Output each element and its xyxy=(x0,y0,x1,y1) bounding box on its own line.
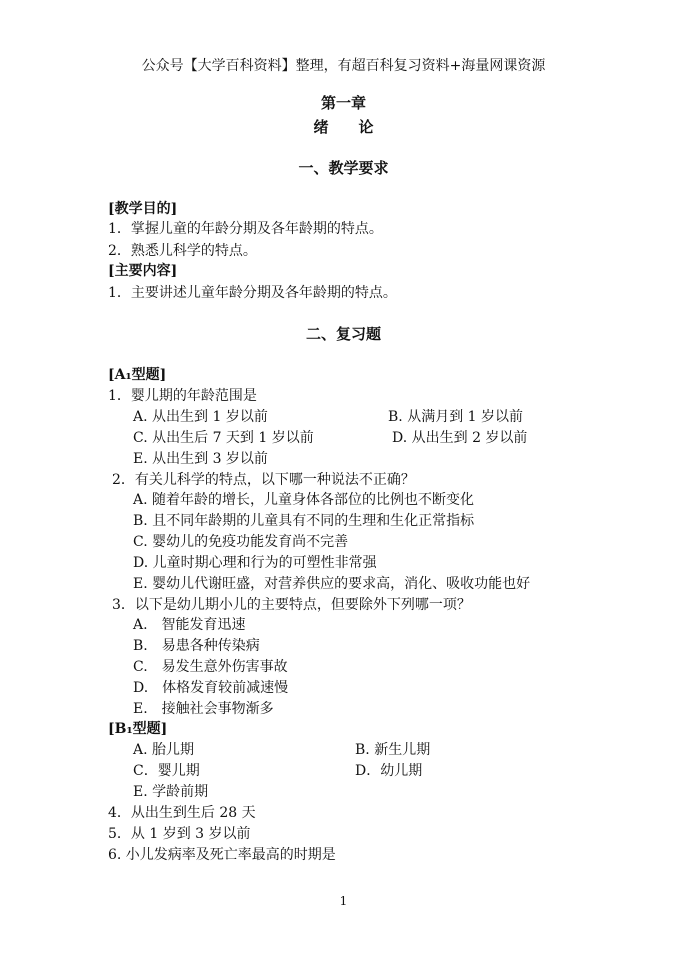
goal-label: [教学目的] xyxy=(108,201,178,217)
a1-label: [A₁型题] xyxy=(108,367,167,383)
question-stem: 1．婴儿期的年龄范围是 xyxy=(108,388,257,404)
option: A. 从出生到 1 岁以前 xyxy=(133,409,268,425)
option: E. 接触社会事物渐多 xyxy=(133,701,274,717)
option: C. 婴幼儿的免疫功能发育尚不完善 xyxy=(133,534,349,550)
option: B. 从满月到 1 岁以前 xyxy=(388,409,523,425)
option: D．幼儿期 xyxy=(355,763,423,779)
option: B. 且不同年龄期的儿童具有不同的生理和生化正常指标 xyxy=(133,513,475,529)
option: E. 婴幼儿代谢旺盛，对营养供应的要求高，消化、吸收功能也好 xyxy=(133,576,531,592)
option: E. 从出生到 3 岁以前 xyxy=(133,451,268,467)
goal-item: 1．掌握儿童的年龄分期及各年龄期的特点。 xyxy=(108,221,383,237)
question-stem: 3．以下是幼儿期小儿的主要特点，但要除外下列哪一项？ xyxy=(112,597,471,613)
question-stem: 2．有关儿科学的特点，以下哪一种说法不正确？ xyxy=(112,472,415,488)
page-number: 1 xyxy=(339,894,348,908)
question-stem: 4．从出生到生后 28 天 xyxy=(108,805,256,821)
option: A. 胎儿期 xyxy=(133,742,195,758)
page-header: 公众号【大学百科资料】整理，有超百科复习资料+海量网课资源 xyxy=(141,58,546,74)
option: C．婴儿期 xyxy=(133,763,200,779)
option: A. 智能发育迅速 xyxy=(133,617,246,633)
b1-label: [B₁型题] xyxy=(108,721,168,737)
goal-item: 2．熟悉儿科学的特点。 xyxy=(108,243,257,259)
option: E. 学龄前期 xyxy=(133,784,209,800)
option: C. 易发生意外伤害事故 xyxy=(133,659,288,675)
question-stem: 6. 小儿发病率及死亡率最高的时期是 xyxy=(108,847,336,863)
option: D. 从出生到 2 岁以前 xyxy=(392,430,528,446)
section-heading: 一、教学要求 xyxy=(298,159,389,177)
chapter-number: 第一章 xyxy=(320,94,366,112)
option: D. 体格发育较前减速慢 xyxy=(133,680,289,696)
option: B. 易患各种传染病 xyxy=(133,638,260,654)
option: B. 新生儿期 xyxy=(355,742,431,758)
content-item: 1．主要讲述儿童年龄分期及各年龄期的特点。 xyxy=(108,285,397,301)
option: D. 儿童时期心理和行为的可塑性非常强 xyxy=(133,555,377,571)
question-stem: 5．从 1 岁到 3 岁以前 xyxy=(108,826,251,842)
section-heading: 二、复习题 xyxy=(305,325,381,343)
option: C. 从出生后 7 天到 1 岁以前 xyxy=(133,430,314,446)
chapter-title: 绪 论 xyxy=(313,118,374,136)
content-label: [主要内容] xyxy=(108,263,178,279)
option: A. 随着年龄的增长，儿童身体各部位的比例也不断变化 xyxy=(133,492,475,508)
